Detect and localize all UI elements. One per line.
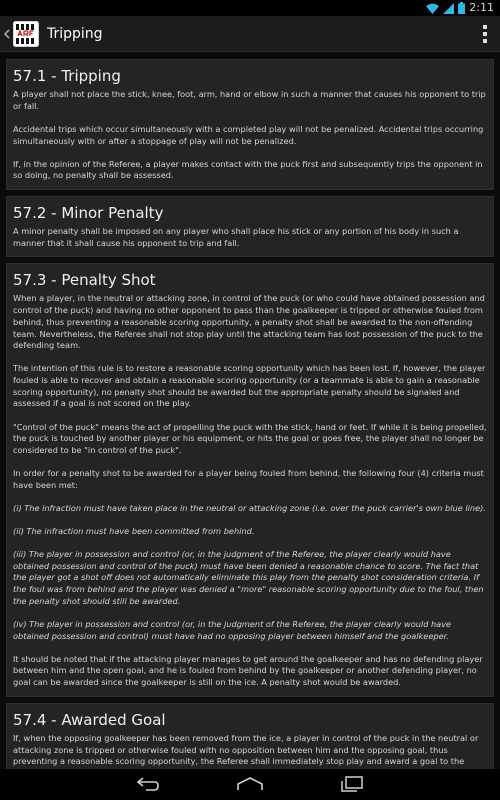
criteria-paragraph: (iv) The player in possession and control (or, in the judgment of the Referee, the player clearly would have obtained possession and control) must have had no opposing player between himself and the goalkeeper. [13, 618, 452, 641]
section-paragraph: When a player, in the neutral or attacking zone, in control of the puck (or who could have obtained possession and control of the puck) and having no other opponent to pass than the goalkeeper is tripped or otherwise fouled from behind, thus preventing a reasonable scoring opportunity, a penalty shot shall be awarded to the non-offending team. Nevertheless, the Referee shall not stop play until the attacking team has lost possession of the puck to the defending team. [13, 293, 485, 351]
hockey-referee-logo-icon[interactable] [13, 21, 39, 47]
recents-icon[interactable] [338, 775, 366, 793]
status-time: 2:11 [469, 1, 494, 14]
back-icon[interactable] [134, 775, 162, 793]
status-icons [426, 1, 494, 15]
up-caret-icon[interactable] [2, 29, 12, 39]
section-paragraph: A minor penalty shall be imposed on any player who shall place his stick or any portion of his body in such a manner that it shall cause his opponent to trip and fall. [13, 226, 459, 248]
section-card-57-3 [6, 263, 494, 696]
section-paragraph: Accidental trips which occur simultaneously with a completed play will not be penalized. Accidental trips occurring simultaneously with or after a stoppage of play will not be penalized. [13, 123, 484, 146]
home-icon[interactable] [236, 775, 264, 793]
section-paragraph: A player shall not place the stick, knee, foot, arm, hand or elbow in such a manner that causes his opponent to trip or fall. [13, 89, 486, 111]
action-bar [0, 16, 500, 52]
section-title: 57.1 - Tripping [13, 67, 121, 85]
section-title: 57.3 - Penalty Shot [13, 271, 156, 290]
overflow-menu-icon[interactable] [478, 24, 492, 44]
battery-icon [458, 2, 465, 14]
signal-icon [443, 3, 454, 14]
page-title: Tripping [47, 25, 103, 42]
wifi-icon [426, 3, 439, 14]
navigation-bar [0, 769, 500, 800]
section-title: 57.2 - Minor Penalty [13, 204, 164, 222]
section-title: 57.4 - Awarded Goal [13, 710, 166, 729]
section-paragraph: The intention of this rule is to restore a reasonable scoring opportunity which has been lost. If, however, the player fouled is able to recover and obtain a reasonable scoring opportunity (or a teammate is able to gain a reasonable scoring opportunity), no penalty shot should be awarded but the appropriate penalty should be signaled and assessed if a goal is not scored on the play. [13, 363, 486, 409]
rule-content[interactable] [0, 53, 500, 769]
section-paragraph: It should be noted that if the attacking player manages to get around the goalkeeper and has no defending player between him and the open goal, and he is fouled from behind by the goalkeeper or another defending player, no goal can be awarded since the goalkeeper is still on the ice. A penalty shot would be awarded. [13, 653, 483, 688]
criteria-paragraph: (ii) The infraction must have been committed from behind. [13, 525, 255, 536]
section-card-57-2 [6, 196, 494, 257]
section-paragraph: In order for a penalty shot to be awarded for a player being fouled from behind, the following four (4) criteria must have been met: [13, 468, 484, 490]
section-paragraph: "Control of the puck" means the act of propelling the puck with the stick, hand or feet. If while it is being propelled, the puck is touched by another player or his equipment, or hits the goal or goes free, the player shall no longer be considered to be "in control of the puck". [13, 421, 487, 455]
section-paragraph: If, in the opinion of the Referee, a player makes contact with the puck first and subsequently trips the opponent in so doing, no penalty shall be assessed. [13, 158, 483, 181]
section-card-57-1 [6, 59, 494, 190]
criteria-paragraph: (i) The infraction must have taken place in the neutral or attacking zone (i.e. over the puck carrier's own blue line). [13, 502, 486, 513]
status-bar [0, 0, 500, 16]
section-paragraph: If, when the opposing goalkeeper has been removed from the ice, a player in control of the puck in the neutral or attacking zone is tripped or otherwise fouled with no opposition between him and the opposing goal, thus preventing a reasonable scoring opportunity, the Referee shall immediately stop play and award a goal to the [13, 732, 479, 767]
criteria-paragraph: (iii) The player in possession and control (or, in the judgment of the Referee, the player clearly would have obtained possession and control of the puck) must have been denied a reasonable chance to score. The fact that the player got a shot off does not automatically eliminate this play from the penalty shot consideration criteria. If the foul was from behind and the player was denied a "more" reasonable scoring opportunity due to the foul, then the penalty shot should still be awarded. [13, 549, 484, 606]
